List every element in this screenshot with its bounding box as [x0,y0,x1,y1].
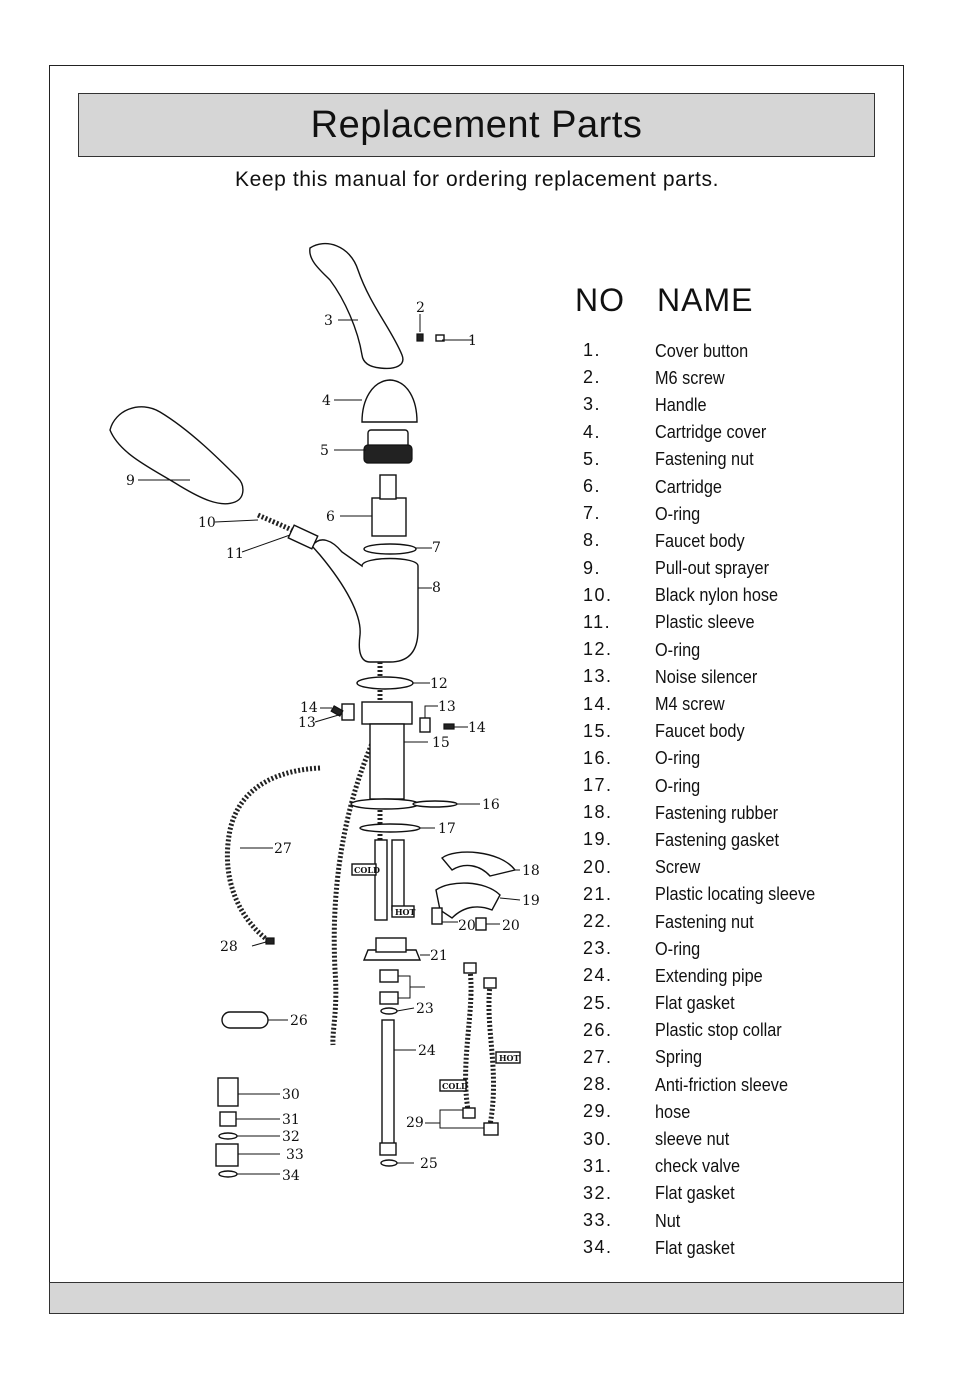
part-number: 32. [583,1182,613,1203]
part-anti-friction-sleeve [266,938,274,944]
parts-list-item [583,990,883,1017]
part-flat-gasket-32 [219,1133,237,1139]
part-flat-gasket-34 [219,1171,237,1177]
part-name: O-ring [655,747,701,769]
part-name: Handle [655,393,707,415]
part-number: 23. [583,938,613,959]
part-number: 26. [583,1019,613,1040]
parts-list-item [583,609,883,636]
part-name: Fastening gasket [655,828,779,850]
part-name: check valve [655,1155,741,1177]
callout-20-left: 20 [458,918,476,934]
callout-4: 4 [322,393,331,409]
parts-list-item [583,962,883,989]
callout-17: 17 [438,821,456,837]
part-number: 17. [583,775,613,796]
part-extending-pipe [382,1020,394,1145]
callout-29: 29 [406,1115,424,1131]
part-noise-silencer [342,704,354,720]
callout-23: 23 [416,1001,434,1017]
part-number: 25. [583,992,613,1013]
part-name: Anti-friction sleeve [655,1073,789,1095]
part-number: 1. [583,340,602,361]
parts-list-item [583,1098,883,1125]
parts-list-item [583,391,883,418]
parts-list-item [583,908,883,935]
cold-tag: COLD [354,865,380,875]
callout-2: 2 [416,300,425,316]
part-o-ring-17 [360,824,420,832]
part-nut [216,1144,238,1166]
part-plastic-sleeve [288,525,317,549]
page-title: Replacement Parts [310,103,643,146]
part-handle [310,244,403,369]
part-name: Fastening nut [655,910,754,932]
part-name: Faucet body [655,529,745,551]
part-number: 22. [583,911,613,932]
part-o-ring-23 [381,1008,397,1014]
parts-list-item [583,555,883,582]
part-name: Flat gasket [655,1236,735,1258]
callout-1: 1 [468,333,477,349]
part-o-ring-7 [364,544,416,554]
parts-list-item [583,1044,883,1071]
callout-13-right: 13 [438,699,456,715]
part-name: hose [655,1100,691,1122]
part-number: 10. [583,584,613,605]
part-sleeve-nut [218,1078,238,1106]
part-number: 16. [583,747,613,768]
part-number: 31. [583,1155,613,1176]
part-o-ring-12 [357,677,413,689]
callout-24: 24 [418,1043,436,1059]
part-name: M4 screw [655,693,725,715]
part-flat-gasket-25 [381,1160,397,1166]
part-name: Plastic locating sleeve [655,883,816,905]
footer-bar [49,1282,904,1314]
parts-list-item [583,1125,883,1152]
part-number: 20. [583,856,613,877]
part-name: Fastening nut [655,448,754,470]
callout-9: 9 [126,473,135,489]
part-name: O-ring [655,502,701,524]
part-name: O-ring [655,774,701,796]
part-number: 30. [583,1128,613,1149]
parts-list-item [583,772,883,799]
part-number: 21. [583,883,613,904]
parts-list-item [583,745,883,772]
part-faucet-body-15 [362,702,412,724]
callout-16: 16 [482,797,500,813]
parts-list-item [583,881,883,908]
part-fastening-nut-22 [380,970,398,982]
callout-8: 8 [432,580,441,596]
parts-list-item [583,446,883,473]
hot-tag: HOT [395,907,416,917]
part-name: Pull-out sprayer [655,557,770,579]
callout-15: 15 [432,735,450,751]
part-number: 9. [583,557,602,578]
parts-list-item [583,1234,883,1261]
parts-list-item [583,1153,883,1180]
part-number: 4. [583,421,602,442]
part-cartridge [372,498,406,536]
part-screw-20 [432,908,442,924]
callout-14-right: 14 [468,720,486,736]
parts-list-item [583,854,883,881]
cold-tag-hose: COLD [442,1081,468,1091]
part-number: 3. [583,394,602,415]
parts-list-item [583,364,883,391]
part-number: 5. [583,448,602,469]
callout-32: 32 [282,1129,300,1145]
callout-30: 30 [282,1087,300,1103]
callout-28: 28 [220,939,238,955]
part-number: 29. [583,1101,613,1122]
parts-list-item [583,799,883,826]
part-name: Black nylon hose [655,584,779,606]
part-number: 2. [583,367,602,388]
parts-list-item [583,527,883,554]
callout-7: 7 [432,540,441,556]
part-number: 27. [583,1046,613,1067]
parts-list-item [583,935,883,962]
page-subtitle: Keep this manual for ordering replacement parts. [234,168,720,191]
part-name: Fastening rubber [655,801,779,823]
callout-13-left: 13 [298,715,316,731]
callout-10: 10 [198,515,216,531]
callout-12: 12 [430,676,448,692]
callout-19: 19 [522,893,540,909]
part-name: Extending pipe [655,964,763,986]
parts-list-item [583,1071,883,1098]
parts-list-item [583,582,883,609]
part-number: 8. [583,530,602,551]
part-name: Faucet body [655,720,745,742]
part-name: sleeve nut [655,1128,730,1150]
parts-list-item [583,636,883,663]
parts-list-item [583,690,883,717]
part-number: 15. [583,720,613,741]
table-header-name: NAME [657,282,754,318]
callout-26: 26 [290,1013,308,1029]
exploded-diagram-svg [80,230,560,1190]
part-fastening-rubber [442,852,515,876]
part-name: O-ring [655,638,701,660]
parts-list-item [583,500,883,527]
part-pull-out-sprayer [110,407,243,504]
part-name: Plastic sleeve [655,611,755,633]
part-number: 24. [583,965,613,986]
part-name: Plastic stop collar [655,1019,782,1041]
callout-6: 6 [326,509,335,525]
parts-list-item [583,1207,883,1234]
callout-5: 5 [320,443,329,459]
part-m6-screw [417,334,423,341]
callout-27: 27 [274,841,292,857]
part-number: 18. [583,802,613,823]
part-number: 34. [583,1237,613,1258]
parts-list-item [583,419,883,446]
part-name: Spring [655,1046,703,1068]
part-name: Screw [655,856,701,878]
parts-list-item [583,337,883,364]
callout-11: 11 [226,546,244,562]
part-number: 7. [583,503,602,524]
exploded-diagram [80,230,560,1190]
part-name: Flat gasket [655,992,735,1014]
parts-list-item [583,473,883,500]
parts-list-item [583,663,883,690]
callout-14-left: 14 [300,700,318,716]
part-number: 33. [583,1210,613,1231]
title-bar [78,93,875,157]
parts-list-item [583,1180,883,1207]
part-plastic-stop-collar [222,1012,268,1028]
part-number: 12. [583,639,613,660]
part-name: Noise silencer [655,665,758,687]
callout-31: 31 [282,1112,300,1128]
callout-25: 25 [420,1156,438,1172]
part-number: 13. [583,666,613,687]
hot-tag-hose: HOT [499,1053,520,1063]
callout-18: 18 [522,863,540,879]
parts-list [583,337,883,1261]
part-cartridge-cover [362,380,417,422]
part-name: M6 screw [655,366,725,388]
table-header-no: NO [575,282,625,318]
part-faucet-body [312,540,418,662]
part-o-ring-16 [351,799,419,809]
part-number: 19. [583,829,613,850]
part-name: Cartridge cover [655,421,767,443]
part-name: O-ring [655,937,701,959]
part-number: 6. [583,476,602,497]
part-name: Cover button [655,339,749,361]
part-fastening-gasket [436,883,500,918]
part-number: 28. [583,1074,613,1095]
part-name: Cartridge [655,475,722,497]
parts-list-item [583,1017,883,1044]
callout-21: 21 [430,948,448,964]
parts-list-item [583,826,883,853]
part-name: Nut [655,1209,681,1231]
callout-33: 33 [286,1147,304,1163]
callout-20-right: 20 [502,918,520,934]
parts-list-item [583,718,883,745]
part-check-valve [220,1112,236,1126]
part-name: Flat gasket [655,1182,735,1204]
callout-3: 3 [324,313,333,329]
part-number: 11. [583,611,612,632]
part-number: 14. [583,693,613,714]
callout-34: 34 [282,1168,300,1184]
